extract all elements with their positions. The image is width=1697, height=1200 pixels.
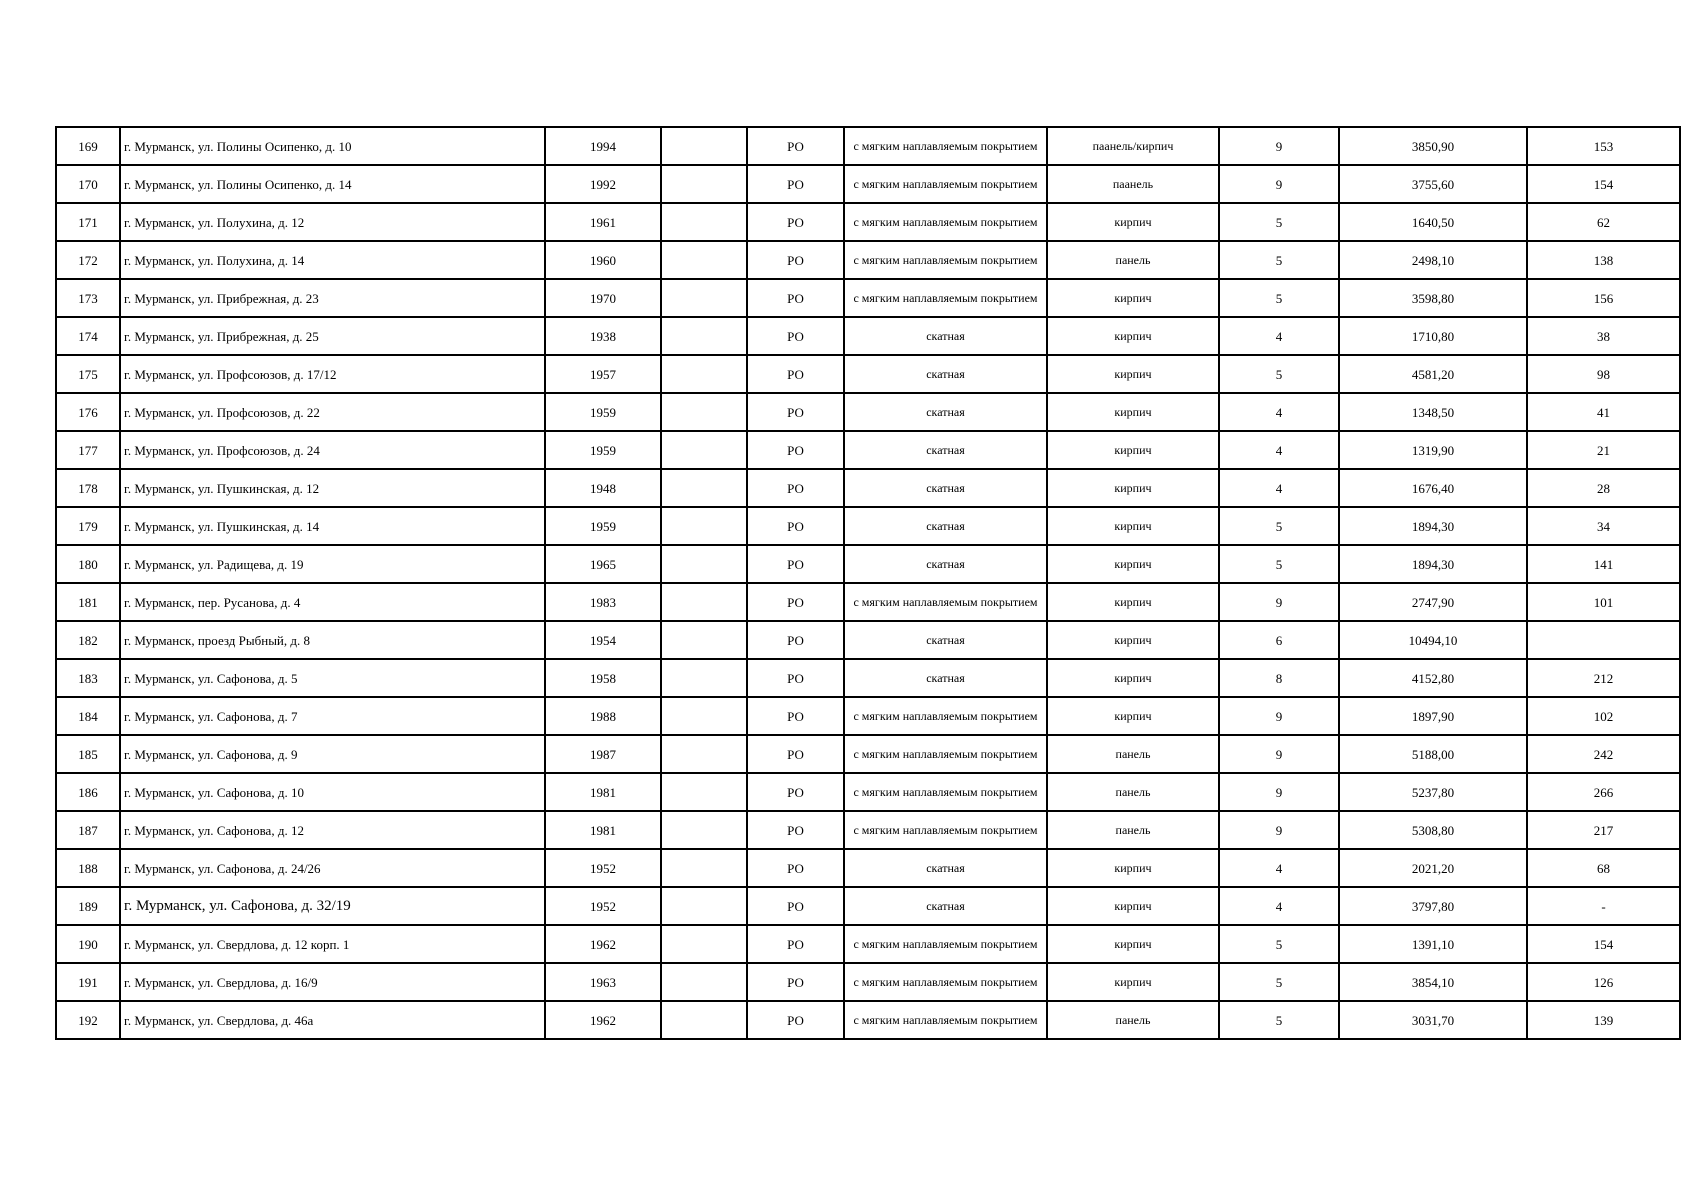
build-year-cell: 1962 (545, 1001, 661, 1039)
fund-type-cell: РО (747, 811, 844, 849)
total-area-cell: 1640,50 (1339, 203, 1527, 241)
empty-cell (661, 887, 747, 925)
fund-type-cell: РО (747, 621, 844, 659)
build-year-cell: 1957 (545, 355, 661, 393)
table-row (56, 279, 1680, 317)
floors-cell: 5 (1219, 1001, 1339, 1039)
build-year-cell: 1981 (545, 773, 661, 811)
wall-material-cell: кирпич (1047, 431, 1219, 469)
wall-material-cell: кирпич (1047, 279, 1219, 317)
wall-material-cell: кирпич (1047, 469, 1219, 507)
table-row (56, 203, 1680, 241)
row-number-cell: 173 (56, 279, 120, 317)
build-year-cell: 1970 (545, 279, 661, 317)
row-number-cell: 182 (56, 621, 120, 659)
fund-type-cell: РО (747, 1001, 844, 1039)
table-row (56, 545, 1680, 583)
fund-type-cell: РО (747, 279, 844, 317)
roof-type-cell: с мягким наплавляемым покрытием (844, 811, 1047, 849)
build-year-cell: 1954 (545, 621, 661, 659)
wall-material-cell: кирпич (1047, 925, 1219, 963)
fund-type-cell: РО (747, 469, 844, 507)
table-row (56, 583, 1680, 621)
residents-cell: 153 (1527, 127, 1680, 165)
roof-type-cell: с мягким наплавляемым покрытием (844, 963, 1047, 1001)
wall-material-cell: паанель/кирпич (1047, 127, 1219, 165)
total-area-cell: 4581,20 (1339, 355, 1527, 393)
residents-cell: 154 (1527, 925, 1680, 963)
address-cell: г. Мурманск, ул. Радищева, д. 19 (120, 545, 545, 583)
residents-cell: 138 (1527, 241, 1680, 279)
residents-cell: 34 (1527, 507, 1680, 545)
residents-cell: 141 (1527, 545, 1680, 583)
residents-cell: 139 (1527, 1001, 1680, 1039)
roof-type-cell: скатная (844, 887, 1047, 925)
fund-type-cell: РО (747, 317, 844, 355)
roof-type-cell: с мягким наплавляемым покрытием (844, 241, 1047, 279)
address-cell: г. Мурманск, ул. Полины Осипенко, д. 14 (120, 165, 545, 203)
roof-type-cell: скатная (844, 849, 1047, 887)
residents-cell: 217 (1527, 811, 1680, 849)
total-area-cell: 3755,60 (1339, 165, 1527, 203)
residents-cell: 101 (1527, 583, 1680, 621)
roof-type-cell: с мягким наплавляемым покрытием (844, 127, 1047, 165)
fund-type-cell: РО (747, 127, 844, 165)
row-number-cell: 183 (56, 659, 120, 697)
empty-cell (661, 583, 747, 621)
wall-material-cell: панель (1047, 811, 1219, 849)
fund-type-cell: РО (747, 507, 844, 545)
address-cell: г. Мурманск, проезд Рыбный, д. 8 (120, 621, 545, 659)
table-body (56, 127, 1680, 1039)
wall-material-cell: кирпич (1047, 355, 1219, 393)
residents-cell (1527, 621, 1680, 659)
table-row (56, 735, 1680, 773)
roof-type-cell: с мягким наплавляемым покрытием (844, 583, 1047, 621)
fund-type-cell: РО (747, 735, 844, 773)
build-year-cell: 1983 (545, 583, 661, 621)
fund-type-cell: РО (747, 773, 844, 811)
address-cell: г. Мурманск, ул. Профсоюзов, д. 22 (120, 393, 545, 431)
roof-type-cell: скатная (844, 507, 1047, 545)
wall-material-cell: панель (1047, 773, 1219, 811)
floors-cell: 5 (1219, 355, 1339, 393)
row-number-cell: 192 (56, 1001, 120, 1039)
residents-cell: 126 (1527, 963, 1680, 1001)
residents-cell: - (1527, 887, 1680, 925)
empty-cell (661, 469, 747, 507)
address-cell: г. Мурманск, ул. Прибрежная, д. 23 (120, 279, 545, 317)
empty-cell (661, 811, 747, 849)
floors-cell: 8 (1219, 659, 1339, 697)
wall-material-cell: кирпич (1047, 545, 1219, 583)
build-year-cell: 1987 (545, 735, 661, 773)
row-number-cell: 176 (56, 393, 120, 431)
fund-type-cell: РО (747, 583, 844, 621)
address-cell: г. Мурманск, ул. Пушкинская, д. 14 (120, 507, 545, 545)
table-row (56, 773, 1680, 811)
fund-type-cell: РО (747, 963, 844, 1001)
table-row (56, 355, 1680, 393)
address-cell: г. Мурманск, ул. Сафонова, д. 32/19 (120, 887, 545, 925)
roof-type-cell: с мягким наплавляемым покрытием (844, 925, 1047, 963)
empty-cell (661, 203, 747, 241)
floors-cell: 4 (1219, 849, 1339, 887)
fund-type-cell: РО (747, 355, 844, 393)
address-cell: г. Мурманск, ул. Прибрежная, д. 25 (120, 317, 545, 355)
build-year-cell: 1981 (545, 811, 661, 849)
fund-type-cell: РО (747, 545, 844, 583)
empty-cell (661, 621, 747, 659)
residents-cell: 38 (1527, 317, 1680, 355)
floors-cell: 9 (1219, 127, 1339, 165)
fund-type-cell: РО (747, 241, 844, 279)
build-year-cell: 1938 (545, 317, 661, 355)
address-cell: г. Мурманск, ул. Свердлова, д. 16/9 (120, 963, 545, 1001)
total-area-cell: 3850,90 (1339, 127, 1527, 165)
table-row (56, 431, 1680, 469)
roof-type-cell: скатная (844, 355, 1047, 393)
total-area-cell: 1894,30 (1339, 545, 1527, 583)
row-number-cell: 190 (56, 925, 120, 963)
wall-material-cell: паанель (1047, 165, 1219, 203)
total-area-cell: 1391,10 (1339, 925, 1527, 963)
floors-cell: 5 (1219, 545, 1339, 583)
address-cell: г. Мурманск, ул. Сафонова, д. 7 (120, 697, 545, 735)
empty-cell (661, 507, 747, 545)
empty-cell (661, 697, 747, 735)
build-year-cell: 1959 (545, 431, 661, 469)
roof-type-cell: скатная (844, 469, 1047, 507)
total-area-cell: 1897,90 (1339, 697, 1527, 735)
total-area-cell: 1676,40 (1339, 469, 1527, 507)
empty-cell (661, 165, 747, 203)
address-cell: г. Мурманск, ул. Сафонова, д. 12 (120, 811, 545, 849)
table-row (56, 925, 1680, 963)
table-row (56, 317, 1680, 355)
address-cell: г. Мурманск, ул. Полухина, д. 14 (120, 241, 545, 279)
roof-type-cell: скатная (844, 545, 1047, 583)
fund-type-cell: РО (747, 849, 844, 887)
total-area-cell: 3031,70 (1339, 1001, 1527, 1039)
build-year-cell: 1958 (545, 659, 661, 697)
empty-cell (661, 659, 747, 697)
table-row (56, 507, 1680, 545)
row-number-cell: 174 (56, 317, 120, 355)
table-row (56, 697, 1680, 735)
wall-material-cell: панель (1047, 1001, 1219, 1039)
fund-type-cell: РО (747, 165, 844, 203)
floors-cell: 4 (1219, 887, 1339, 925)
residents-cell: 98 (1527, 355, 1680, 393)
residents-cell: 156 (1527, 279, 1680, 317)
roof-type-cell: скатная (844, 431, 1047, 469)
address-cell: г. Мурманск, ул. Сафонова, д. 24/26 (120, 849, 545, 887)
row-number-cell: 179 (56, 507, 120, 545)
total-area-cell: 2747,90 (1339, 583, 1527, 621)
empty-cell (661, 241, 747, 279)
build-year-cell: 1952 (545, 887, 661, 925)
row-number-cell: 188 (56, 849, 120, 887)
residents-cell: 154 (1527, 165, 1680, 203)
wall-material-cell: кирпич (1047, 621, 1219, 659)
build-year-cell: 1959 (545, 507, 661, 545)
roof-type-cell: с мягким наплавляемым покрытием (844, 735, 1047, 773)
wall-material-cell: кирпич (1047, 963, 1219, 1001)
roof-type-cell: скатная (844, 393, 1047, 431)
wall-material-cell: кирпич (1047, 887, 1219, 925)
row-number-cell: 175 (56, 355, 120, 393)
floors-cell: 5 (1219, 241, 1339, 279)
build-year-cell: 1960 (545, 241, 661, 279)
wall-material-cell: панель (1047, 735, 1219, 773)
fund-type-cell: РО (747, 925, 844, 963)
build-year-cell: 1962 (545, 925, 661, 963)
empty-cell (661, 355, 747, 393)
floors-cell: 9 (1219, 583, 1339, 621)
build-year-cell: 1952 (545, 849, 661, 887)
empty-cell (661, 963, 747, 1001)
address-cell: г. Мурманск, ул. Сафонова, д. 9 (120, 735, 545, 773)
table-row (56, 165, 1680, 203)
total-area-cell: 2498,10 (1339, 241, 1527, 279)
fund-type-cell: РО (747, 659, 844, 697)
empty-cell (661, 925, 747, 963)
residents-cell: 21 (1527, 431, 1680, 469)
residents-cell: 102 (1527, 697, 1680, 735)
row-number-cell: 186 (56, 773, 120, 811)
empty-cell (661, 279, 747, 317)
floors-cell: 4 (1219, 469, 1339, 507)
address-cell: г. Мурманск, ул. Профсоюзов, д. 17/12 (120, 355, 545, 393)
row-number-cell: 178 (56, 469, 120, 507)
wall-material-cell: кирпич (1047, 203, 1219, 241)
table-row (56, 469, 1680, 507)
table-row (56, 963, 1680, 1001)
row-number-cell: 184 (56, 697, 120, 735)
address-cell: г. Мурманск, ул. Полухина, д. 12 (120, 203, 545, 241)
table-row (56, 1001, 1680, 1039)
fund-type-cell: РО (747, 203, 844, 241)
wall-material-cell: кирпич (1047, 317, 1219, 355)
floors-cell: 9 (1219, 165, 1339, 203)
table-row (56, 241, 1680, 279)
empty-cell (661, 1001, 747, 1039)
wall-material-cell: кирпич (1047, 393, 1219, 431)
address-cell: г. Мурманск, ул. Профсоюзов, д. 24 (120, 431, 545, 469)
roof-type-cell: с мягким наплавляемым покрытием (844, 697, 1047, 735)
total-area-cell: 1348,50 (1339, 393, 1527, 431)
floors-cell: 5 (1219, 963, 1339, 1001)
table-row (56, 393, 1680, 431)
wall-material-cell: панель (1047, 241, 1219, 279)
empty-cell (661, 127, 747, 165)
build-year-cell: 1963 (545, 963, 661, 1001)
floors-cell: 9 (1219, 773, 1339, 811)
row-number-cell: 169 (56, 127, 120, 165)
document-page (55, 126, 1679, 1040)
address-cell: г. Мурманск, пер. Русанова, д. 4 (120, 583, 545, 621)
floors-cell: 9 (1219, 811, 1339, 849)
table-row (56, 127, 1680, 165)
table-row (56, 621, 1680, 659)
total-area-cell: 5188,00 (1339, 735, 1527, 773)
empty-cell (661, 317, 747, 355)
housing-register-table (55, 126, 1681, 1040)
row-number-cell: 177 (56, 431, 120, 469)
roof-type-cell: скатная (844, 659, 1047, 697)
fund-type-cell: РО (747, 393, 844, 431)
total-area-cell: 2021,20 (1339, 849, 1527, 887)
total-area-cell: 3797,80 (1339, 887, 1527, 925)
total-area-cell: 10494,10 (1339, 621, 1527, 659)
floors-cell: 4 (1219, 431, 1339, 469)
wall-material-cell: кирпич (1047, 583, 1219, 621)
row-number-cell: 180 (56, 545, 120, 583)
total-area-cell: 1894,30 (1339, 507, 1527, 545)
row-number-cell: 189 (56, 887, 120, 925)
empty-cell (661, 735, 747, 773)
empty-cell (661, 545, 747, 583)
floors-cell: 9 (1219, 697, 1339, 735)
table-row (56, 659, 1680, 697)
roof-type-cell: с мягким наплавляемым покрытием (844, 203, 1047, 241)
roof-type-cell: с мягким наплавляемым покрытием (844, 1001, 1047, 1039)
row-number-cell: 191 (56, 963, 120, 1001)
total-area-cell: 5308,80 (1339, 811, 1527, 849)
build-year-cell: 1994 (545, 127, 661, 165)
total-area-cell: 1710,80 (1339, 317, 1527, 355)
floors-cell: 5 (1219, 925, 1339, 963)
floors-cell: 5 (1219, 507, 1339, 545)
roof-type-cell: с мягким наплавляемым покрытием (844, 279, 1047, 317)
row-number-cell: 185 (56, 735, 120, 773)
floors-cell: 4 (1219, 393, 1339, 431)
total-area-cell: 1319,90 (1339, 431, 1527, 469)
row-number-cell: 170 (56, 165, 120, 203)
residents-cell: 266 (1527, 773, 1680, 811)
floors-cell: 6 (1219, 621, 1339, 659)
table-row (56, 887, 1680, 925)
residents-cell: 28 (1527, 469, 1680, 507)
total-area-cell: 4152,80 (1339, 659, 1527, 697)
floors-cell: 5 (1219, 203, 1339, 241)
empty-cell (661, 849, 747, 887)
build-year-cell: 1959 (545, 393, 661, 431)
build-year-cell: 1965 (545, 545, 661, 583)
build-year-cell: 1992 (545, 165, 661, 203)
residents-cell: 242 (1527, 735, 1680, 773)
residents-cell: 212 (1527, 659, 1680, 697)
address-cell: г. Мурманск, ул. Свердлова, д. 46а (120, 1001, 545, 1039)
residents-cell: 62 (1527, 203, 1680, 241)
floors-cell: 5 (1219, 279, 1339, 317)
address-cell: г. Мурманск, ул. Полины Осипенко, д. 10 (120, 127, 545, 165)
fund-type-cell: РО (747, 887, 844, 925)
row-number-cell: 187 (56, 811, 120, 849)
build-year-cell: 1948 (545, 469, 661, 507)
roof-type-cell: с мягким наплавляемым покрытием (844, 773, 1047, 811)
residents-cell: 41 (1527, 393, 1680, 431)
address-cell: г. Мурманск, ул. Сафонова, д. 10 (120, 773, 545, 811)
row-number-cell: 171 (56, 203, 120, 241)
wall-material-cell: кирпич (1047, 697, 1219, 735)
wall-material-cell: кирпич (1047, 849, 1219, 887)
empty-cell (661, 431, 747, 469)
wall-material-cell: кирпич (1047, 659, 1219, 697)
roof-type-cell: с мягким наплавляемым покрытием (844, 165, 1047, 203)
table-row (56, 849, 1680, 887)
total-area-cell: 3598,80 (1339, 279, 1527, 317)
total-area-cell: 3854,10 (1339, 963, 1527, 1001)
address-cell: г. Мурманск, ул. Сафонова, д. 5 (120, 659, 545, 697)
address-cell: г. Мурманск, ул. Пушкинская, д. 12 (120, 469, 545, 507)
wall-material-cell: кирпич (1047, 507, 1219, 545)
row-number-cell: 172 (56, 241, 120, 279)
residents-cell: 68 (1527, 849, 1680, 887)
fund-type-cell: РО (747, 697, 844, 735)
address-cell: г. Мурманск, ул. Свердлова, д. 12 корп. 1 (120, 925, 545, 963)
floors-cell: 4 (1219, 317, 1339, 355)
build-year-cell: 1961 (545, 203, 661, 241)
row-number-cell: 181 (56, 583, 120, 621)
floors-cell: 9 (1219, 735, 1339, 773)
fund-type-cell: РО (747, 431, 844, 469)
total-area-cell: 5237,80 (1339, 773, 1527, 811)
table-row (56, 811, 1680, 849)
roof-type-cell: скатная (844, 621, 1047, 659)
empty-cell (661, 773, 747, 811)
roof-type-cell: скатная (844, 317, 1047, 355)
empty-cell (661, 393, 747, 431)
build-year-cell: 1988 (545, 697, 661, 735)
